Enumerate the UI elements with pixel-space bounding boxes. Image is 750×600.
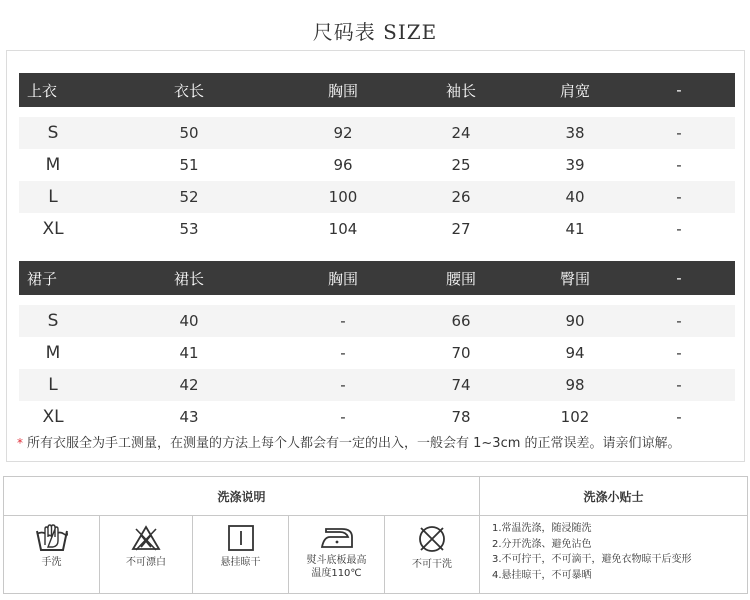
measurement-note — [17, 432, 681, 451]
table-cell: - — [340, 376, 346, 394]
table-cell: - — [340, 344, 346, 362]
size-label: XL — [42, 407, 64, 427]
table-cell: 94 — [565, 344, 585, 362]
table-row — [19, 149, 735, 181]
header-cell: - — [676, 269, 682, 287]
washing-title: 洗涤说明 — [217, 490, 266, 504]
washing-panel — [3, 476, 748, 594]
table-cell: 92 — [333, 124, 353, 142]
note-star: * — [17, 436, 23, 450]
table-cell: - — [676, 376, 682, 394]
care-hand-wash — [4, 515, 100, 593]
iron-icon — [318, 523, 356, 551]
size-label: L — [48, 375, 58, 395]
tip-item: 1.常温洗涤，随浸随洗 — [492, 523, 592, 534]
table-cell: - — [676, 220, 682, 238]
table-cell: 40 — [565, 188, 585, 206]
care-label: 悬挂晾干 — [220, 557, 261, 568]
table-cell: 40 — [179, 312, 199, 330]
size-chart-panel — [6, 50, 745, 462]
table-cell: 53 — [179, 220, 199, 238]
table-cell: - — [676, 188, 682, 206]
washing-tips — [492, 521, 692, 583]
note-text: 所有衣服全为手工测量，在测量的方法上每个人都会有一定的出入，一般会有 1~3cm 的正常误差。请亲们谅解。 — [27, 436, 681, 451]
table-cell: 51 — [179, 156, 199, 174]
header-cell: 臀围 — [559, 269, 590, 288]
header-cell: 胸围 — [327, 81, 358, 100]
table-cell: 102 — [560, 408, 590, 426]
table-cell: 24 — [451, 124, 471, 142]
table-row — [19, 337, 735, 369]
size-label: M — [45, 155, 61, 175]
care-no-dry-clean — [385, 515, 479, 593]
care-hang-dry — [193, 515, 289, 593]
size-label: S — [47, 123, 59, 143]
table-cell: - — [676, 312, 682, 330]
care-no-bleach — [100, 515, 193, 593]
header-cell: 肩宽 — [559, 81, 590, 100]
table-cell: 41 — [565, 220, 585, 238]
hand-wash-icon — [34, 523, 70, 553]
table-cell: 38 — [565, 124, 585, 142]
size-label: XL — [42, 219, 64, 239]
size-label: M — [45, 343, 61, 363]
header-cell: 衣长 — [173, 81, 204, 100]
table-cell: - — [340, 312, 346, 330]
table-cell: 90 — [565, 312, 585, 330]
table-cell: 100 — [328, 188, 358, 206]
care-iron — [289, 515, 385, 593]
header-cell: 袖长 — [445, 81, 476, 100]
care-label: 不可漂白 — [126, 557, 166, 568]
header-cell: 腰围 — [445, 269, 476, 288]
table-cell: - — [676, 124, 682, 142]
table-cell: - — [676, 344, 682, 362]
page-title: 尺码表 SIZE — [312, 20, 438, 44]
table-cell: 39 — [565, 156, 585, 174]
table-cell: 70 — [451, 344, 471, 362]
table-row — [19, 369, 735, 401]
table-cell: 25 — [451, 156, 471, 174]
table-cell: 104 — [328, 220, 358, 238]
tip-item: 2.分开洗涤、避免沾色 — [492, 538, 592, 550]
tip-item: 3.不可拧干，不可滴干，避免衣物晾干后变形 — [492, 554, 692, 565]
top-size-table — [19, 73, 735, 245]
table-cell: 41 — [179, 344, 199, 362]
care-label: 不可干洗 — [412, 559, 452, 570]
tip-item: 4.悬挂晾干，不可暴晒 — [492, 569, 592, 581]
table-cell: 27 — [451, 220, 471, 238]
skirt-size-table — [19, 261, 735, 433]
table-cell: 96 — [333, 156, 353, 174]
table-header — [19, 73, 735, 107]
table-cell: 52 — [179, 188, 199, 206]
table-header — [19, 261, 735, 295]
table-cell: 74 — [451, 376, 471, 394]
table-cell: 78 — [451, 408, 471, 426]
tips-title: 洗涤小贴士 — [583, 490, 644, 504]
header-cell: 裙长 — [173, 269, 204, 288]
table-row — [19, 305, 735, 337]
washing-header — [4, 477, 747, 516]
table-cell: 66 — [451, 312, 471, 330]
size-label: L — [48, 187, 58, 207]
table-cell: 43 — [179, 408, 199, 426]
table-row — [19, 117, 735, 149]
care-label: 熨斗底板最高 温度110℃ — [306, 555, 367, 579]
no-dry-clean-icon — [416, 523, 448, 555]
size-label: S — [47, 311, 59, 331]
hang-dry-icon — [226, 523, 256, 553]
table-cell: - — [676, 156, 682, 174]
no-bleach-icon — [130, 523, 162, 553]
table-cell: - — [340, 408, 346, 426]
header-cell: 裙子 — [27, 269, 58, 288]
care-label: 手洗 — [41, 557, 62, 568]
header-cell: 上衣 — [27, 81, 58, 100]
table-cell: 50 — [179, 124, 199, 142]
table-cell: - — [676, 408, 682, 426]
divider — [479, 477, 480, 593]
header-cell: 胸围 — [327, 269, 358, 288]
table-row — [19, 213, 735, 245]
table-cell: 98 — [565, 376, 585, 394]
table-row — [19, 401, 735, 433]
table-cell: 26 — [451, 188, 471, 206]
header-cell: - — [676, 81, 682, 99]
table-cell: 42 — [179, 376, 199, 394]
table-row — [19, 181, 735, 213]
